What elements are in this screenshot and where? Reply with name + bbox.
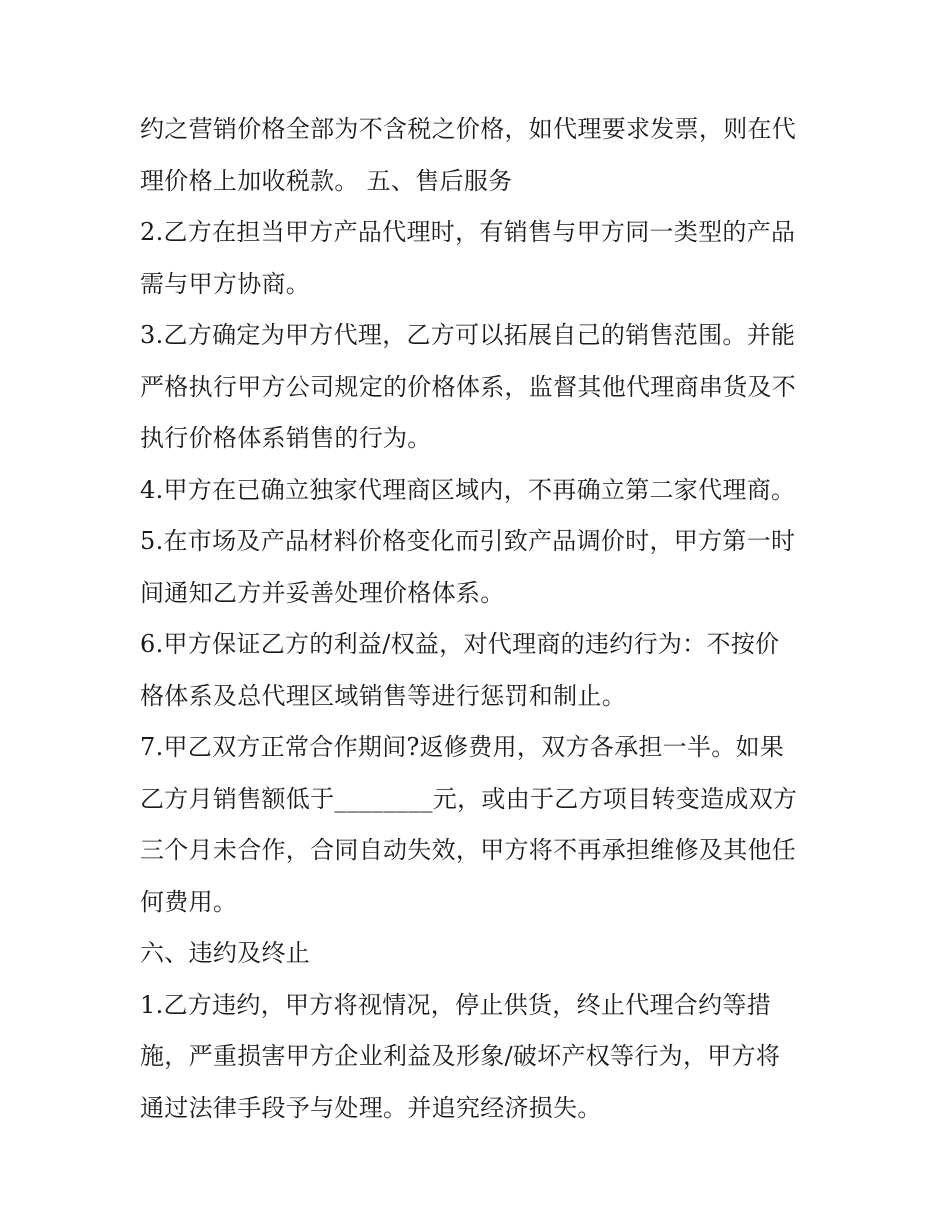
text-line: 2.乙方在担当甲方产品代理时，有销售与甲方同一类型的产品: [140, 218, 796, 246]
text-line: 施，严重损害甲方企业利益及形象/破坏产权等行为，甲方将: [140, 1042, 781, 1070]
text-line: 1.乙方违约，甲方将视情况，停止供货，终止代理合约等措: [140, 990, 771, 1019]
text-line: 约之营销价格全部为不含税之价格，如代理要求发票，则在代: [140, 115, 797, 143]
text-line: 严格执行甲方公司规定的价格体系，监督其他代理商串货及不: [140, 372, 797, 401]
text-line: 乙方月销售额低于________元，或由于乙方项目转变造成双方: [140, 784, 798, 813]
text-line: 通过法律手段予与处理。并追究经济损失。: [140, 1093, 602, 1122]
text-line: 理价格上加收税款。 五、售后服务: [140, 166, 513, 195]
text-line: 格体系及总代理区域销售等进行惩罚和制止。: [140, 681, 626, 710]
text-line: 间通知乙方并妥善处理价格体系。: [140, 578, 505, 607]
text-line: 三个月未合作，合同自动失效，甲方将不再承担维修及其他任: [140, 836, 797, 864]
text-line: 5.在市场及产品材料价格变化而引致产品调价时，甲方第一时: [140, 527, 796, 555]
document-body: [140, 104, 820, 1134]
text-line: 何费用。: [140, 887, 238, 916]
text-line: 需与甲方协商。: [140, 269, 311, 298]
text-line: 7.甲乙双方正常合作期间?返修费用，双方各承担一半。如果: [140, 733, 785, 761]
text-line: 执行价格体系销售的行为。: [140, 424, 432, 452]
text-line: 3.乙方确定为甲方代理，乙方可以拓展自己的销售范围。并能: [140, 321, 796, 349]
text-line: 4.甲方在已确立独家代理商区域内，不再确立第二家代理商。: [140, 475, 796, 504]
section-heading: 六、违约及终止: [140, 939, 311, 967]
text-line: 6.甲方保证乙方的利益/权益，对代理商的违约行为：不按价: [140, 630, 780, 658]
